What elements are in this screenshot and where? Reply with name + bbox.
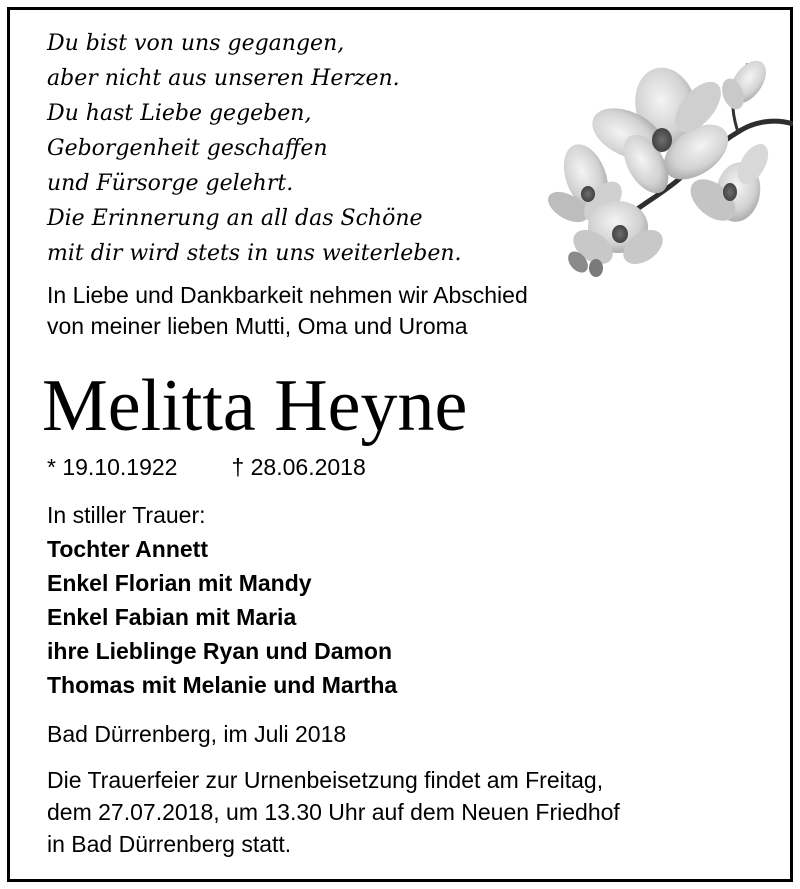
ceremony-line: dem 27.07.2018, um 13.30 Uhr auf dem Neuen Friedhof [47,799,620,825]
ceremony-line: in Bad Dürrenberg statt. [47,831,292,857]
life-dates [47,452,366,483]
mourners-list [47,498,397,702]
mourner-name: Enkel Florian mit Mandy [47,570,312,596]
ceremony-info [47,764,620,860]
mourner-name: Thomas mit Melanie und Martha [47,672,398,698]
ceremony-line: Die Trauerfeier zur Urnenbeisetzung findet am Freitag, [47,767,604,793]
farewell-intro [47,280,528,342]
mourner-name: Tochter Annett [47,536,208,562]
intro-line: von meiner lieben Mutti, Oma und Uroma [47,313,468,339]
intro-line: In Liebe und Dankbarkeit nehmen wir Abschied [47,282,528,308]
mourners-heading: In stiller Trauer: [47,502,206,528]
poem-line: aber nicht aus unseren Herzen. [47,66,400,91]
birth-date: * 19.10.1922 [47,454,178,480]
poem-line: Geborgenheit geschaffen [47,136,328,161]
deceased-name: Melitta Heyne [42,365,468,447]
poem-line: mit dir wird stets in uns weiterleben. [47,241,462,266]
mourner-name: ihre Lieblinge Ryan und Damon [47,638,393,664]
place-and-date: Bad Dürrenberg, im Juli 2018 [47,721,347,747]
poem [47,26,462,271]
death-date: † 28.06.2018 [231,454,366,480]
poem-line: Du bist von uns gegangen, [47,31,345,56]
poem-line: und Fürsorge gelehrt. [47,171,294,196]
mourner-name: Enkel Fabian mit Maria [47,604,297,630]
poem-line: Die Erinnerung an all das Schöne [47,206,423,231]
poem-line: Du hast Liebe gegeben, [47,101,312,126]
orchid-branch-icon [548,52,793,277]
